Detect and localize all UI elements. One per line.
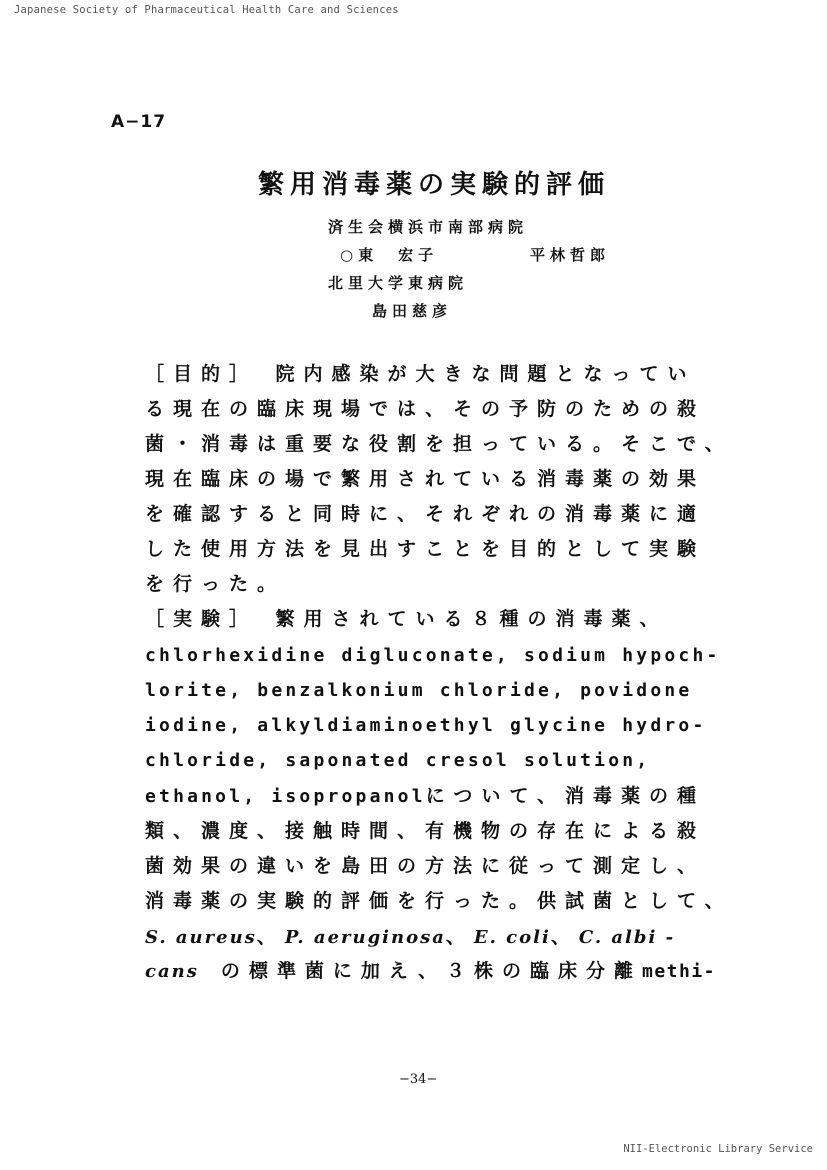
author-1: ○東 宏子 xyxy=(340,246,439,264)
separator: 、 xyxy=(256,926,285,948)
body-text: について、消毒薬の種 xyxy=(425,785,705,807)
body-line: した使用方法を見出すことを目的として実験 xyxy=(145,538,706,560)
body-line: 菌効果の違いを島田の方法に従って測定し、 xyxy=(145,855,706,877)
affiliation-2: 北里大学東病院 xyxy=(328,274,469,292)
abstract-id: A−17 xyxy=(111,112,167,132)
body-line: 菌・消毒は重要な役割を担っている。そこで、 xyxy=(145,433,733,455)
species-name: C. albi - xyxy=(578,927,676,948)
species-name: cans xyxy=(145,961,199,982)
body-line: chlorhexidine digluconate, sodium hypoch- xyxy=(145,645,721,666)
body-line: chloride, saponated cresol solution, xyxy=(145,750,651,771)
affiliation-1: 済生会横浜市南部病院 xyxy=(328,218,529,236)
body-line xyxy=(145,925,675,950)
body-line: る現在の臨床現場では、その予防のための殺 xyxy=(145,398,706,420)
body-line xyxy=(145,784,705,809)
page-title: 繁用消毒薬の実験的評価 xyxy=(258,170,611,200)
source-header: Japanese Society of Pharmaceutical Health Care and Sciences xyxy=(14,4,399,16)
body-text: methi- xyxy=(642,961,717,982)
body-line: 類、濃度、接触時間、有機物の存在による殺 xyxy=(145,820,706,842)
body-line: 消毒薬の実験的評価を行った。供試菌として、 xyxy=(145,890,733,912)
separator: 、 xyxy=(550,926,579,948)
chem-names: ethanol, isopropanol xyxy=(145,786,426,807)
body-line: ［実験］ 繁用されている８種の消毒薬、 xyxy=(145,608,668,630)
body-line: lorite, benzalkonium chloride, povidone xyxy=(145,680,693,701)
separator: 、 xyxy=(445,926,474,948)
species-name: S. aureus xyxy=(145,927,257,948)
author-3: 島田慈彦 xyxy=(372,302,453,320)
species-name: E. coli xyxy=(473,927,551,948)
body-line: 現在臨床の場で繁用されている消毒薬の効果 xyxy=(145,468,706,490)
body-line: を行った。 xyxy=(145,573,286,595)
body-text: の標準菌に加え、３株の臨床分離 xyxy=(220,960,642,982)
species-name: P. aeruginosa xyxy=(284,927,446,948)
body-line: iodine, alkyldiaminoethyl glycine hydro- xyxy=(145,715,707,736)
author-2: 平林哲郎 xyxy=(530,246,611,264)
body-line: を確認すると同時に、それぞれの消毒薬に適 xyxy=(145,503,706,525)
source-footer: NII-Electronic Library Service xyxy=(623,1143,813,1155)
body-line: ［目的］ 院内感染が大きな問題となってい xyxy=(145,363,696,385)
body-line xyxy=(145,959,716,984)
page-number: −34− xyxy=(399,1072,438,1087)
